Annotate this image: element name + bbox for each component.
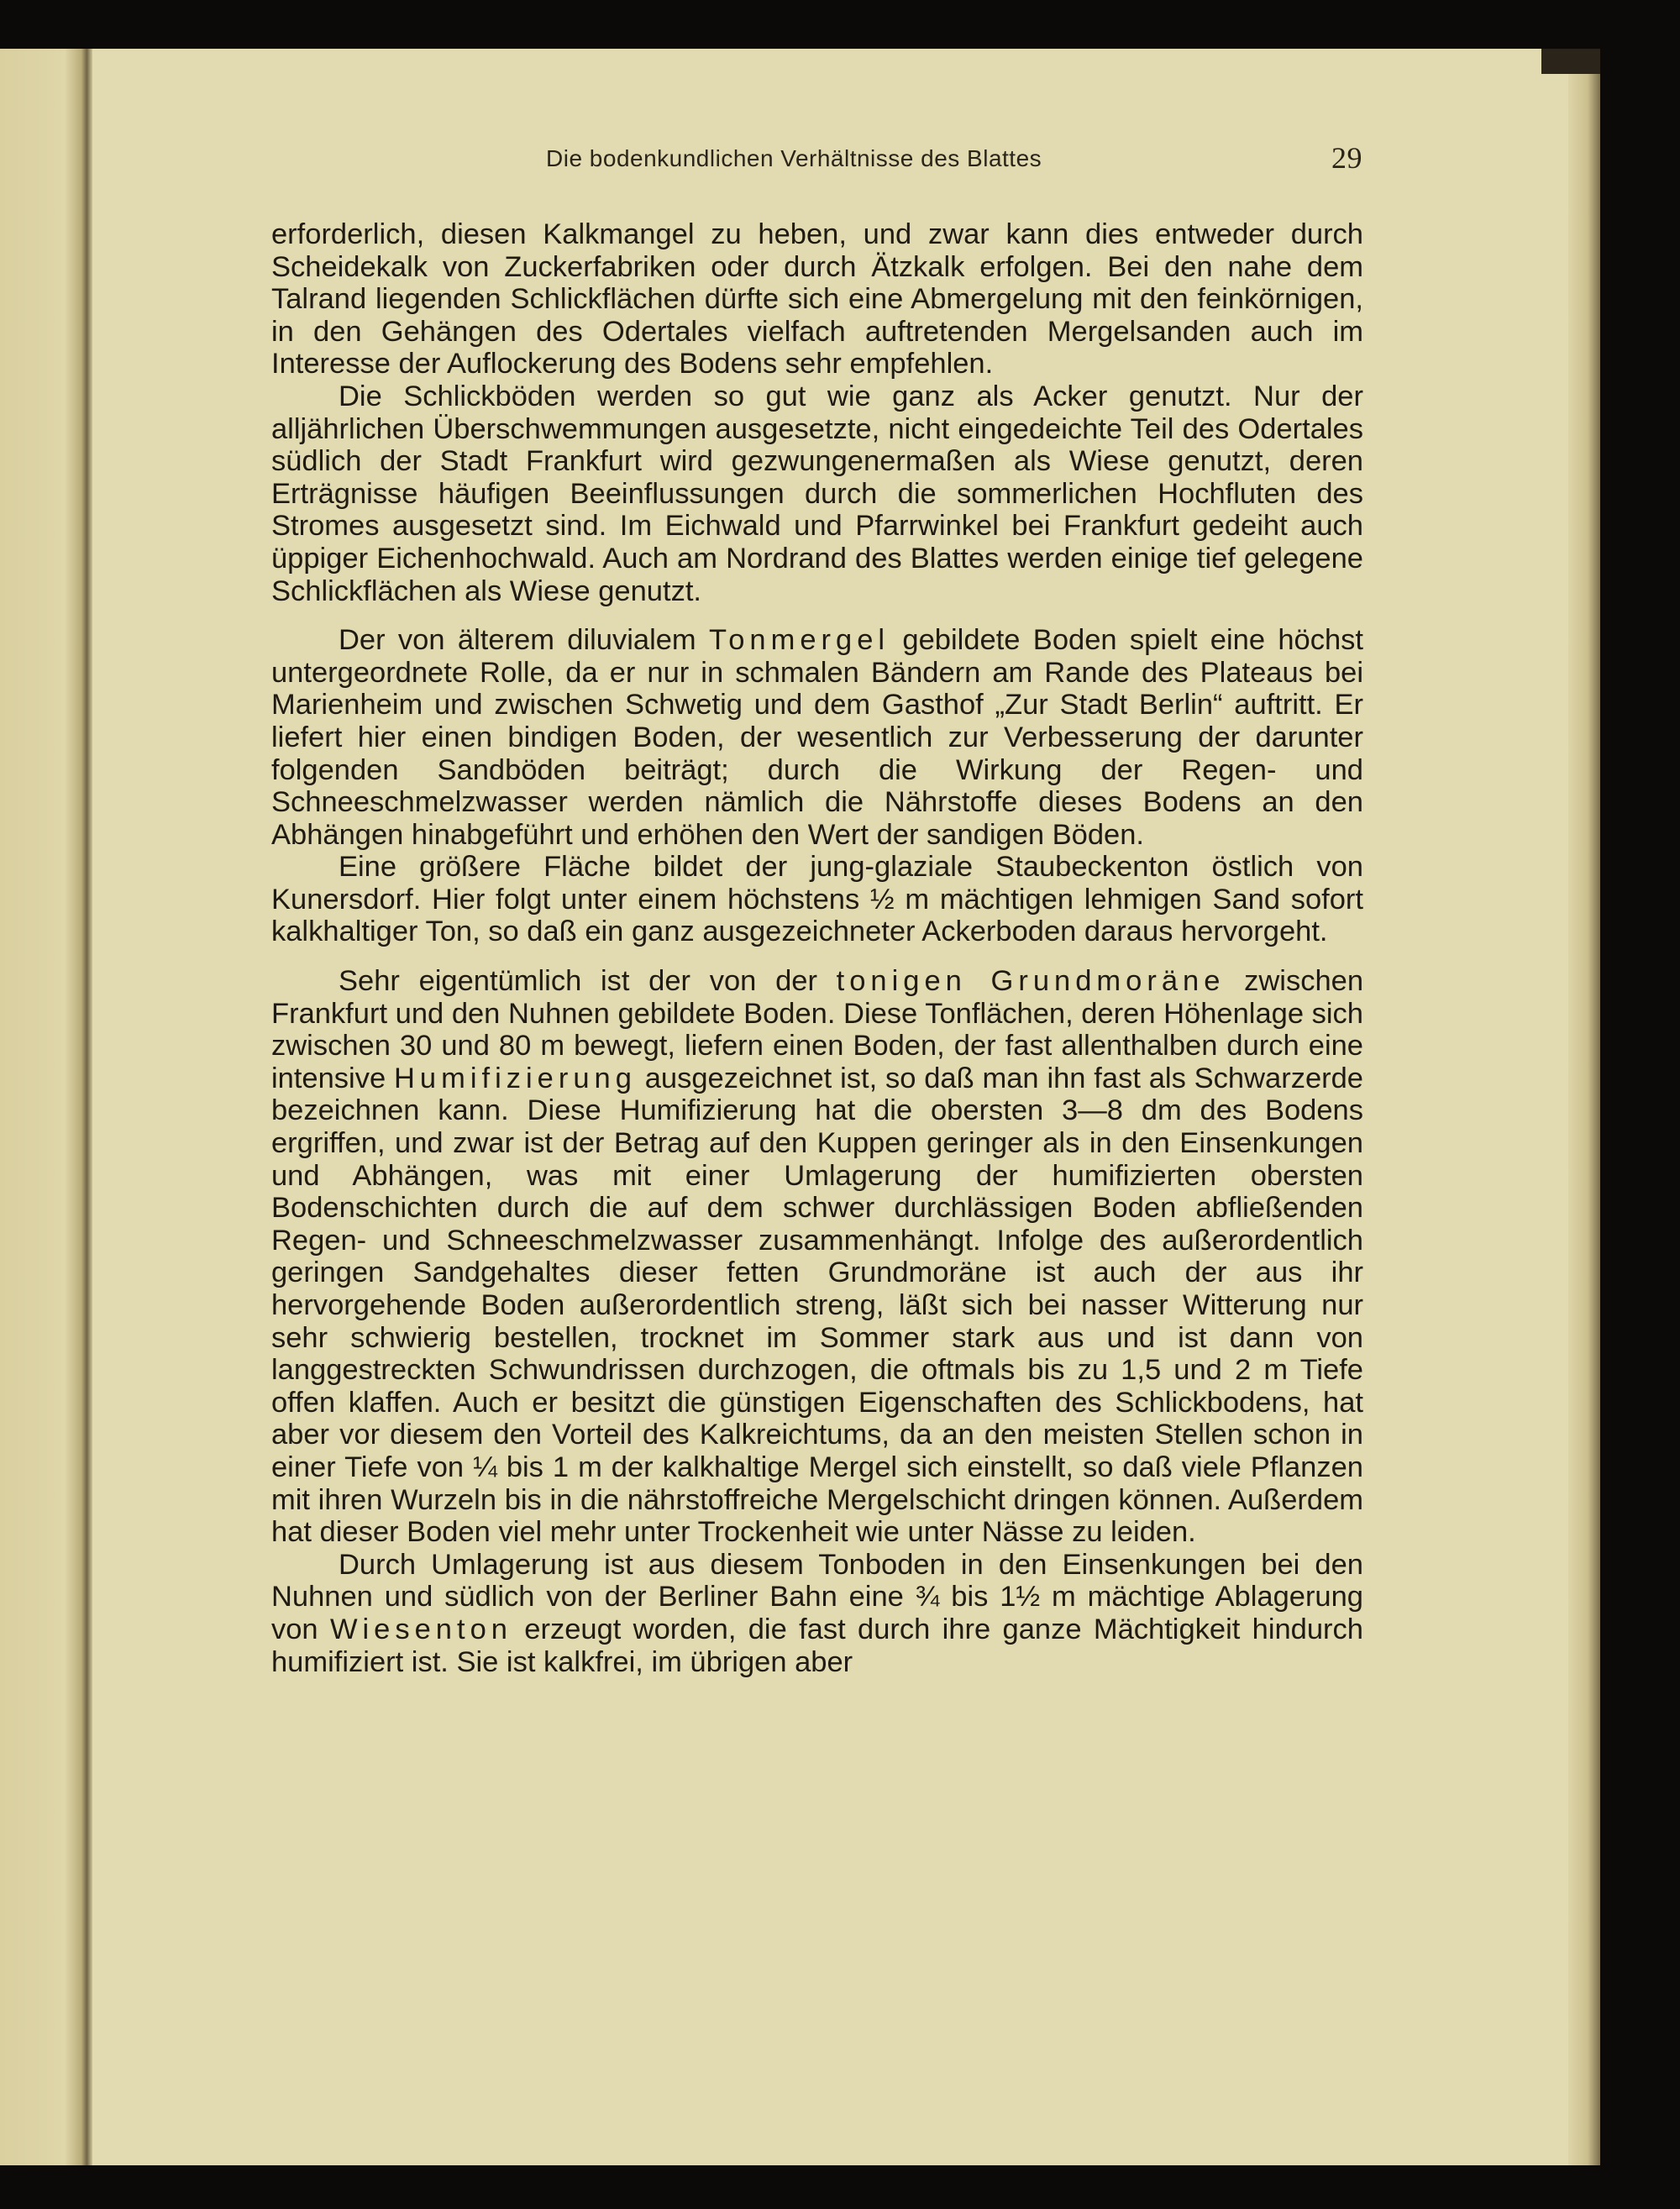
paragraph-4 <box>271 851 1363 948</box>
page-binding-edge <box>0 49 92 2165</box>
text-segment: erforderlich, diesen Kalkmangel zu heben, und zwar kann dies entweder durch Scheidekalk von Zuckerfabriken oder durch Ätzkalk erfolgen. Bei den nahe dem Talrand liegenden Schlickflächen dürfte sich eine Abmergelung mit den feinkörnigen, in den Gehängen des Odertales vielfach auftretenden Mergelsanden auch im Interesse der Auflockerung des Bodens sehr empfehlen. <box>271 218 1363 380</box>
spaced-term: Wiesenton <box>329 1613 512 1645</box>
spaced-term: Humifizierung <box>394 1062 637 1094</box>
spaced-term: tonigen Grundmoräne <box>836 965 1226 998</box>
running-header <box>538 139 1369 181</box>
text-segment: Der von älterem diluvialem <box>339 624 709 657</box>
paragraph-2 <box>271 380 1363 607</box>
paragraph-5 <box>271 965 1363 1549</box>
paragraph-1 <box>271 218 1363 380</box>
paragraph-3 <box>271 624 1363 851</box>
text-segment: ausgezeichnet ist, so daß man ihn fast als Schwarzerde bezeichnen kann. Diese Humifizierung hat die obersten 3—8 dm des Bodens ergriffen, und zwar ist der Betrag auf den Kuppen geringer als in den Einsenkungen und Abhängen, was mit einer Umlagerung der humifizierten obersten Bodenschichten durch die auf dem schwer durchlässigen Boden abfließenden Regen- und Schneeschmelzwasser zusammenhängt. Infolge des außerordentlich geringen Sandgehaltes dieser fetten Grundmoräne ist auch der aus ihr hervorgehende Boden außerordentlich streng, läßt sich bei nasser Witterung nur sehr schwierig bestellen, trocknet im Sommer stark aus und ist dann von langgestreckten Schwundrissen durchzogen, die oftmals bis zu 1,5 und 2 m Tiefe offen klaffen. Auch er besitzt die günstigen Eigenschaften des Schlickbodens, hat aber vor diesem den Vorteil des Kalkreichtums, da an den meisten Stellen schon in einer Tiefe von ¼ bis 1 m der kalkhaltige Mergel sich einstellt, so daß viele Pflanzen mit ihren Wurzeln bis in die nährstoffreiche Mergelschicht dringen können. Außerdem hat dieser Boden viel mehr unter Trockenheit wie unter Nässe zu leiden. <box>271 1062 1363 1549</box>
page-number: 29 <box>1331 141 1362 175</box>
text-segment: zwischen Frankfurt und den Nuhnen gebildete Boden. Diese Tonflächen, deren Höhenlage sich zwischen 30 und 80 m bewegt, liefern einen Boden, der fast allenthalben durch eine intensive <box>271 965 1363 1094</box>
running-header-title: Die bodenkundlichen Verhältnisse des Blattes <box>546 145 1042 171</box>
text-segment: Durch Umlagerung ist aus diesem Tonboden in den Einsenkungen bei den Nuhnen und südlich von der Berliner Bahn eine ¾ bis 1½ m mächtige Ablagerung von <box>271 1548 1363 1645</box>
page-right-edge <box>1568 49 1600 2165</box>
spaced-term: Tonmergel <box>709 624 890 657</box>
text-segment: Eine größere Fläche bildet der jung-glaziale Staubeckenton östlich von Kunersdorf. Hier folgt unter einem höchstens ½ m mächtigen lehmigen Sand sofort kalkhaltiger Ton, so daß ein ganz ausgezeichneter Ackerboden daraus hervorgeht. <box>271 851 1363 948</box>
paragraph-6 <box>271 1549 1363 1678</box>
text-segment: Die Schlickböden werden so gut wie ganz als Acker genutzt. Nur der alljährlichen Überschwemmungen ausgesetzte, nicht eingedeichte Teil des Odertales südlich der Stadt Frankfurt wird gezwungenermaßen als Wiese genutzt, deren Erträgnisse häufigen Beeinflussungen durch die sommerlichen Hochfluten des Stromes ausgesetzt sind. Im Eichwald und Pfarrwinkel bei Frankfurt gedeiht auch üppiger Eichenhochwald. Auch am Nordrand des Blattes werden einige tief gelegene Schlickflächen als Wiese genutzt. <box>271 380 1363 607</box>
text-segment: erzeugt worden, die fast durch ihre ganze Mächtigkeit hindurch humifiziert ist. Sie ist kalkfrei, im übrigen aber <box>271 1613 1363 1678</box>
page-corner-shadow <box>1541 49 1600 74</box>
body-text <box>271 218 1363 1678</box>
text-segment: gebildete Boden spielt eine höchst untergeordnete Rolle, da er nur in schmalen Bändern am Rande des Plateaus bei Marienheim und zwischen Schwetig und dem Gasthof „Zur Stadt Berlin“ auftritt. Er liefert hier einen bindigen Boden, der wesentlich zur Verbesserung der darunter folgenden Sandböden beiträgt; durch die Wirkung der Regen- und Schneeschmelzwasser werden nämlich die Nährstoffe dieses Bodens an den Abhängen hinabgeführt und erhöhen den Wert der sandigen Böden. <box>271 624 1363 851</box>
text-segment: Sehr eigentümlich ist der von der <box>339 965 837 998</box>
